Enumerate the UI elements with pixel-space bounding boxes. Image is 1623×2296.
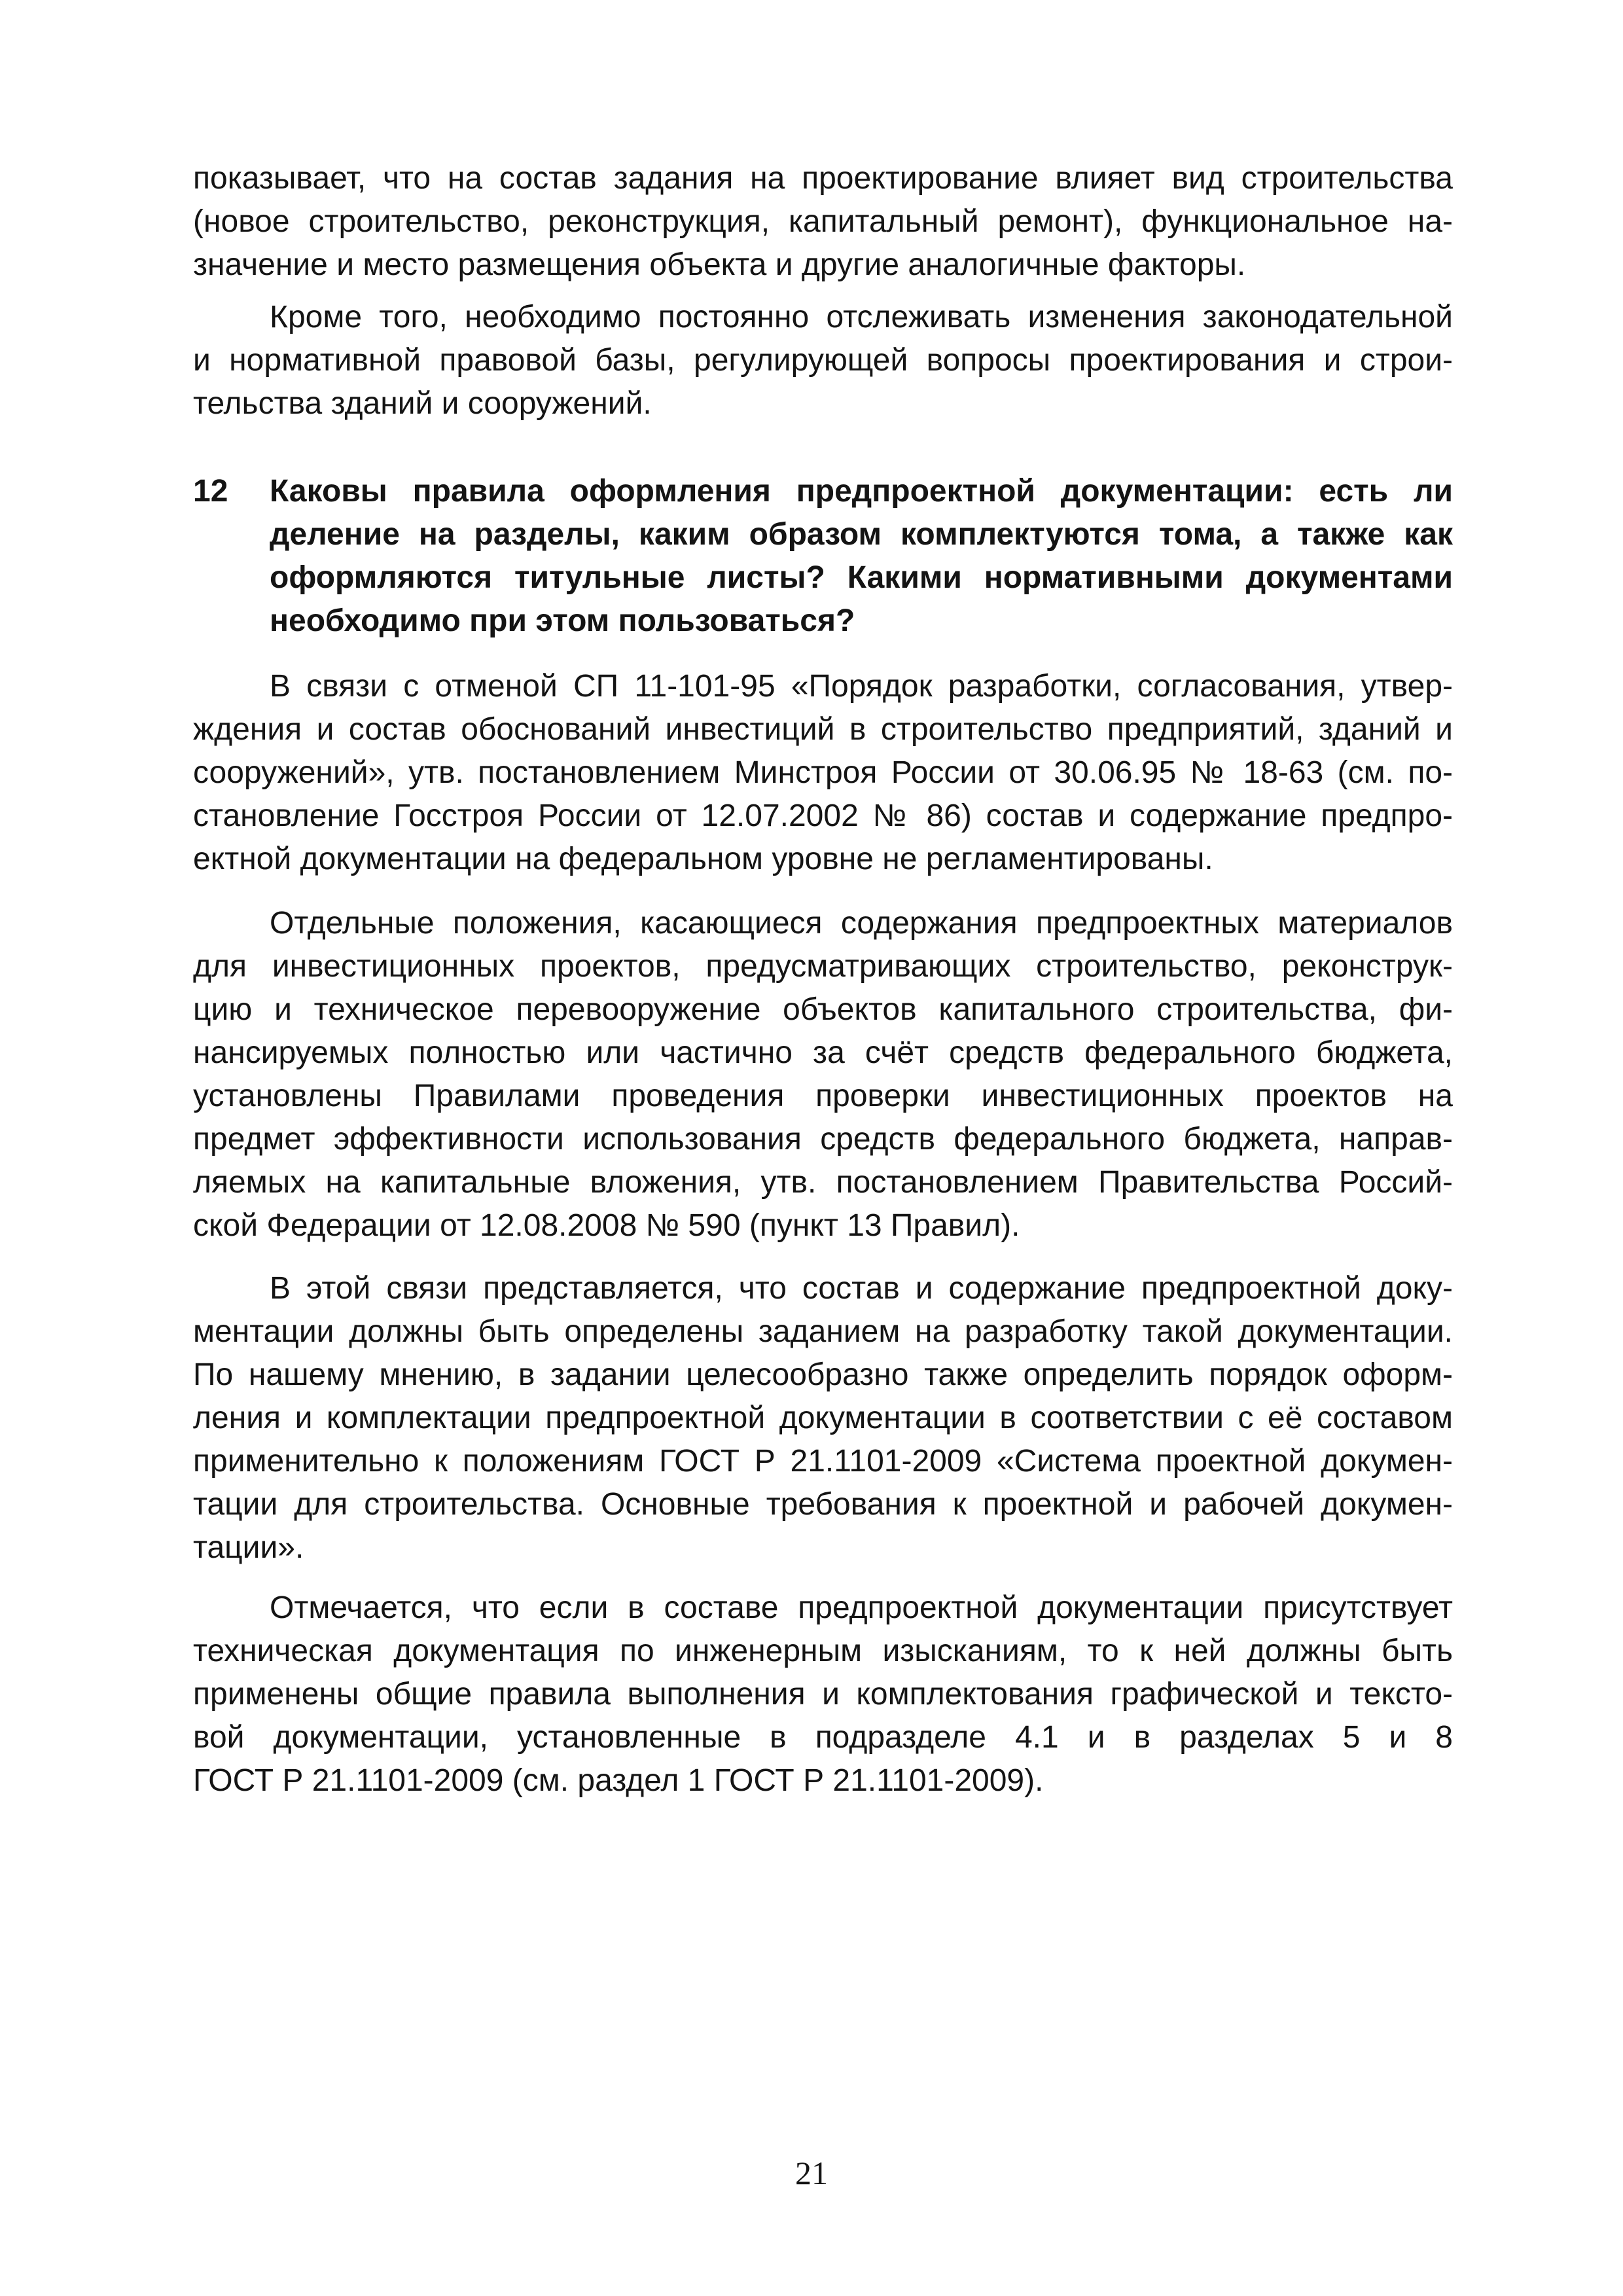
text-line: В связи с отменой СП 11-101-95 «Порядок разработки, согласования, утвер- <box>270 669 1453 704</box>
text-line: применены общие правила выполнения и комплектования графической и тексто- <box>193 1677 1453 1712</box>
text-line: для инвестиционных проектов, предусматривающих строительство, реконструк- <box>193 949 1453 984</box>
text-line: ления и комплектации предпроектной документации в соответствии с её составом <box>193 1401 1453 1435</box>
text-line: техническая документация по инженерным изысканиям, то к ней должны быть <box>193 1634 1453 1668</box>
text-line: В этой связи представляется, что состав и содержание предпроектной доку- <box>270 1271 1453 1306</box>
question-number: 12 <box>193 474 228 509</box>
text-line: установлены Правилами проведения проверки инвестиционных проектов на <box>193 1079 1453 1113</box>
heading-line: оформляются титульные листы? Какими нормативными документами <box>270 560 1453 595</box>
text-line: тации для строительства. Основные требования к проектной и рабочей докумен- <box>193 1487 1453 1522</box>
heading-line: деление на разделы, каким образом комплектуются тома, а также как <box>270 517 1453 552</box>
text-line: тельства зданий и сооружений. <box>193 386 652 421</box>
text-line: Отмечается, что если в составе предпроектной документации присутствует <box>270 1590 1453 1625</box>
text-line: вой документации, установленные в подразделе 4.1 и в разделах 5 и 8 <box>193 1720 1453 1755</box>
text-line: ской Федерации от 12.08.2008 № 590 (пункт 13 Правил). <box>193 1208 1020 1243</box>
heading-line: необходимо при этом пользоваться? <box>270 603 855 638</box>
text-line: ляемых на капитальные вложения, утв. постановлением Правительства Россий- <box>193 1165 1453 1200</box>
heading-line: Каковы правила оформления предпроектной документации: есть ли <box>270 474 1453 509</box>
text-line: предмет эффективности использования средств федерального бюджета, направ- <box>193 1122 1453 1157</box>
text-line: Кроме того, необходимо постоянно отслеживать изменения законодательной <box>270 300 1453 334</box>
text-line: нансируемых полностью или частично за счёт средств федерального бюджета, <box>193 1035 1453 1070</box>
text-line: ГОСТ Р 21.1101-2009 (см. раздел 1 ГОСТ Р 21.1101-2009). <box>193 1763 1044 1798</box>
text-line: применительно к положениям ГОСТ Р 21.1101-2009 «Система проектной докумен- <box>193 1444 1453 1479</box>
text-line: ментации должны быть определены заданием на разработку такой документации. <box>193 1314 1453 1349</box>
text-line: значение и место размещения объекта и другие аналогичные факторы. <box>193 247 1246 282</box>
text-line: становление Госстроя России от 12.07.2002 № 86) состав и содержание предпро- <box>193 798 1453 833</box>
text-line: (новое строительство, реконструкция, капитальный ремонт), функциональное на- <box>193 204 1453 239</box>
text-line: сооружений», утв. постановлением Минстроя России от 30.06.95 № 18-63 (см. по- <box>193 755 1453 790</box>
text-line: Отдельные положения, касающиеся содержания предпроектных материалов <box>270 906 1453 941</box>
text-line: По нашему мнению, в задании целесообразно также определить порядок оформ- <box>193 1357 1453 1392</box>
text-line: ектной документации на федеральном уровне не регламентированы. <box>193 842 1213 876</box>
text-line: и нормативной правовой базы, регулирующей вопросы проектирования и строи- <box>193 343 1453 378</box>
page-number: 21 <box>795 2155 828 2191</box>
text-line: показывает, что на состав задания на проектирование влияет вид строительства <box>193 161 1453 196</box>
text-line: ждения и состав обоснований инвестиций в строительство предприятий, зданий и <box>193 712 1453 747</box>
text-line: цию и техническое перевооружение объектов капитального строительства, фи- <box>193 992 1453 1027</box>
text-line: тации». <box>193 1530 304 1565</box>
